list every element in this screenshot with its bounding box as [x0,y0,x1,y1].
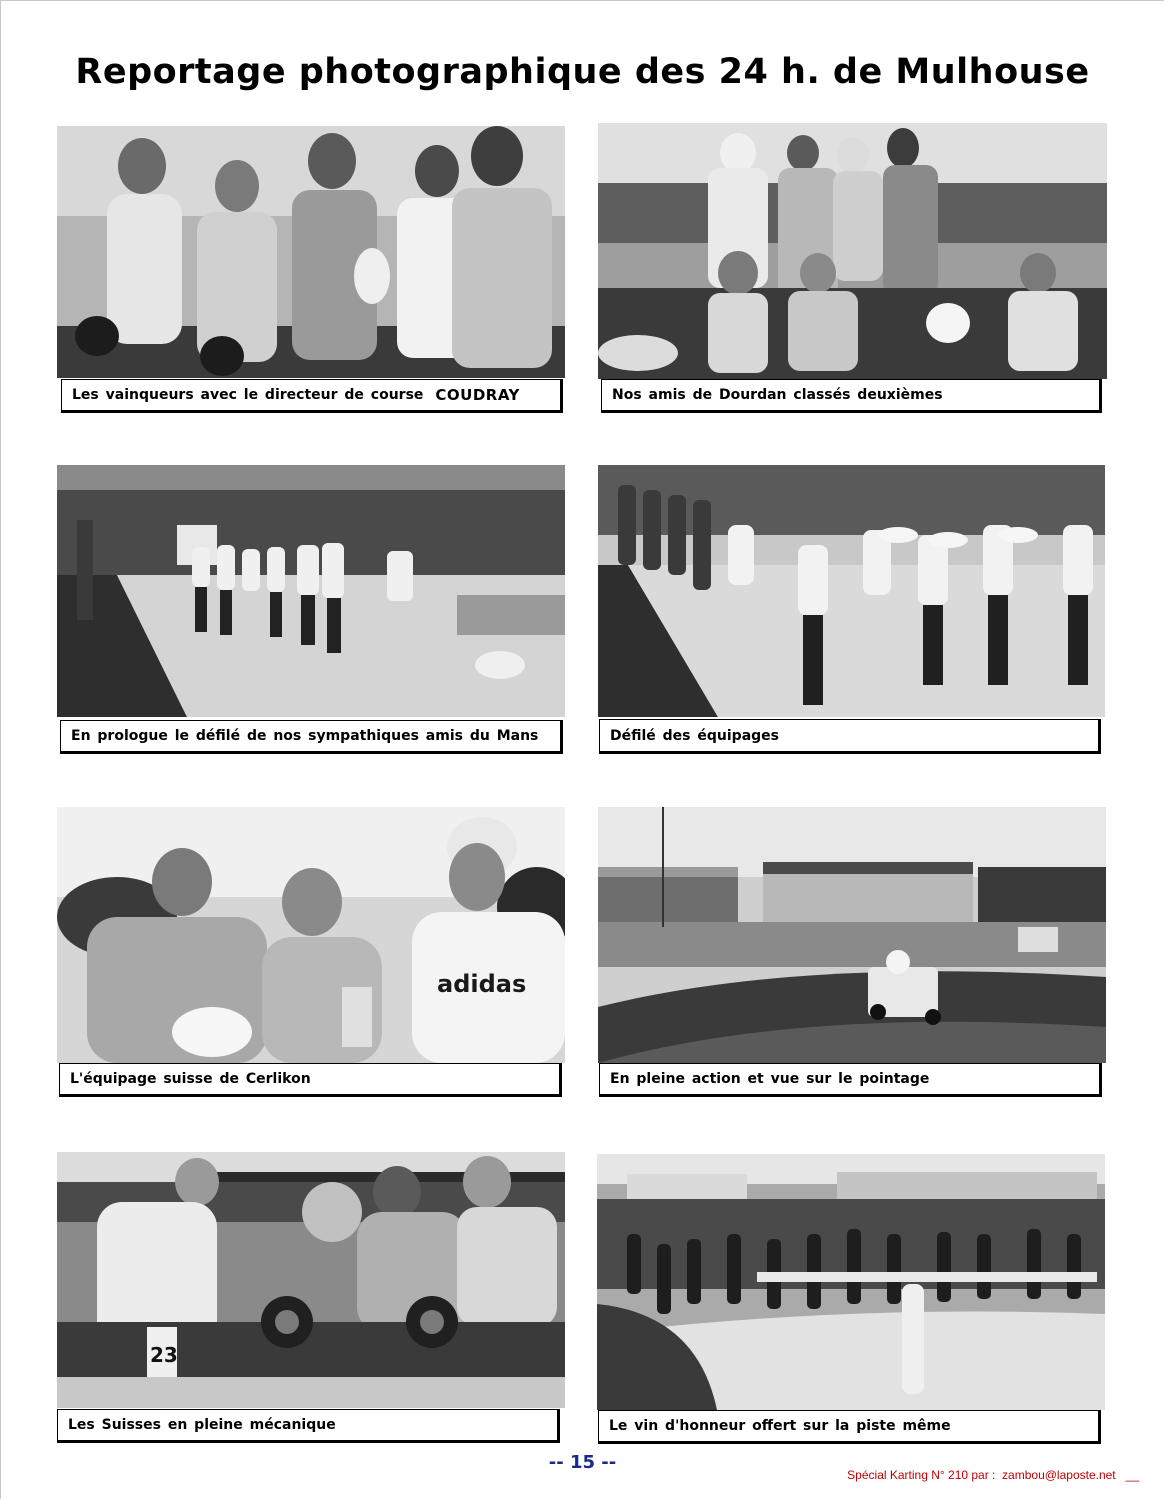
photo-winners [57,126,565,378]
svg-text:23: 23 [150,1343,178,1367]
photo-dourdan [598,123,1107,379]
caption-swiss-mechanics [57,1409,560,1443]
page-number: -- 15 -- [548,1452,617,1473]
caption-reception-text: Le vin d'honneur offert sur la piste même [609,1418,951,1434]
caption-swiss-mechanics-text: Les Suisses en pleine mécanique [68,1417,336,1433]
caption-winners [61,379,563,413]
photo-swiss-crew [57,807,565,1063]
photo-swiss-mechanics [57,1152,565,1408]
caption-swiss-crew-text: L'équipage suisse de Cerlikon [70,1071,311,1087]
caption-le-mans-parade-text: En prologue le défilé de nos sympathiques amis du Mans [71,728,539,744]
photo-le-mans-parade [57,465,565,717]
photo-crews-parade [598,465,1105,717]
svg-text:adidas: adidas [437,970,527,998]
caption-crews-parade-text: Défilé des équipages [610,727,779,744]
caption-swiss-crew [59,1063,562,1097]
caption-kart-action-text: En pleine action et vue sur le pointage [610,1071,930,1087]
photo-reception [597,1154,1105,1410]
caption-dourdan [601,379,1102,413]
caption-crews-parade [599,719,1101,754]
caption-kart-action [599,1063,1102,1097]
caption-winners-text: Les vainqueurs avec le directeur de course [72,387,424,403]
page-title: Reportage photographique des 24 h. de Mulhouse [75,52,1090,92]
caption-winners-director: COUDRAY [435,386,520,404]
caption-dourdan-text: Nos amis de Dourdan classés deuxièmes [612,387,943,403]
caption-reception [598,1410,1101,1444]
caption-le-mans-parade [60,720,563,754]
footer-credit: Spécial Karting N° 210 par : zambou@laposte.net __ [847,1468,1139,1482]
photo-kart-action [598,807,1106,1063]
